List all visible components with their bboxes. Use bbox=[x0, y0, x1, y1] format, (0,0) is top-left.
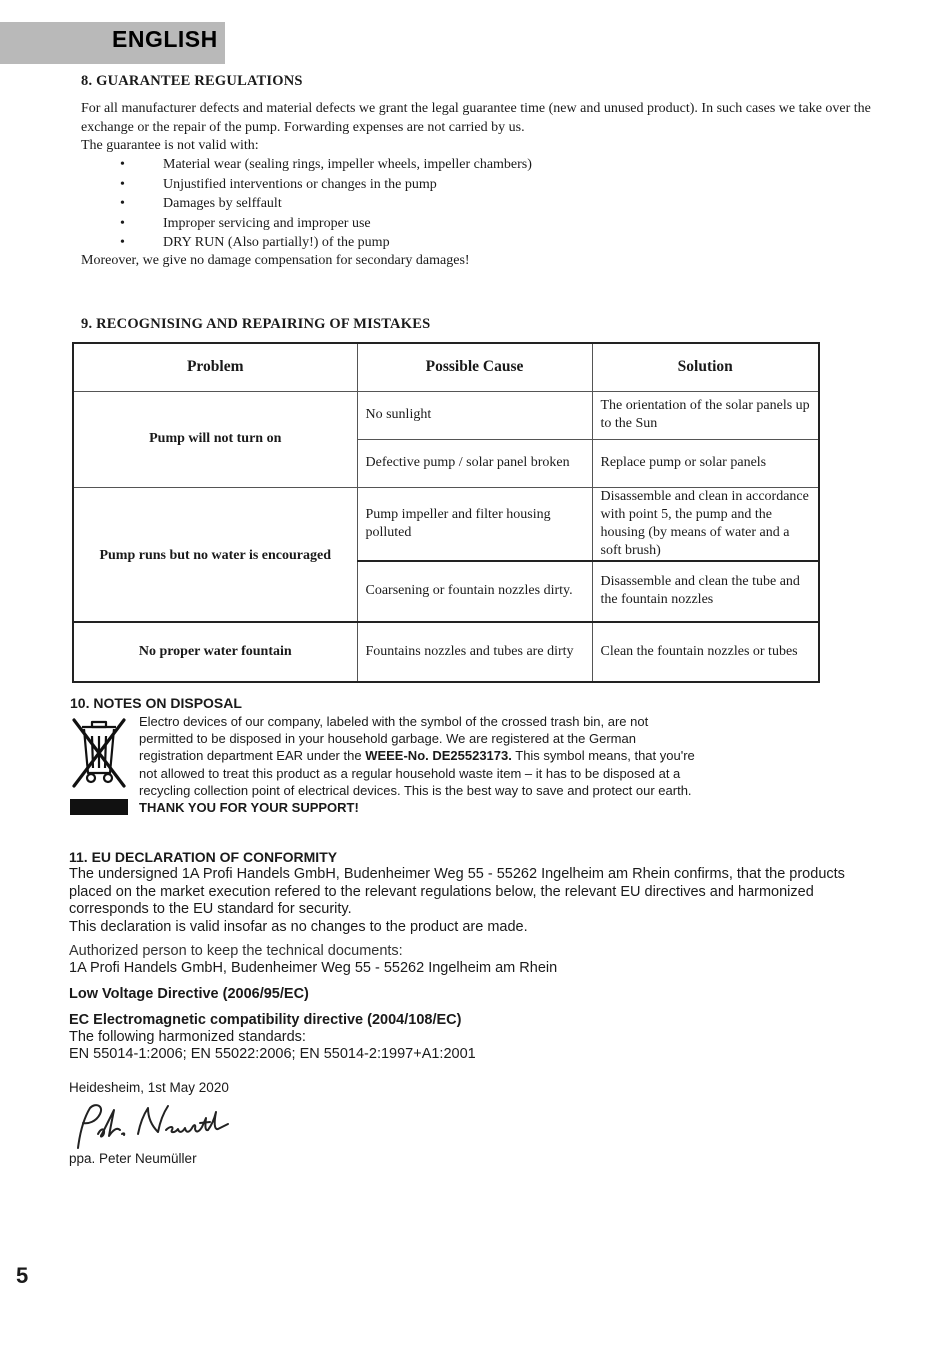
solution-cell: Disassemble and clean the tube and the fountain nozzles bbox=[592, 561, 819, 622]
cause-cell: Fountains nozzles and tubes are dirty bbox=[357, 622, 592, 682]
cause-cell: Coarsening or fountain nozzles dirty. bbox=[357, 561, 592, 622]
page-number: 5 bbox=[16, 1263, 29, 1288]
authorized-person-value: 1A Profi Handels GmbH, Budenheimer Weg 55 - 55262 Ingelheim am Rhein bbox=[69, 960, 558, 976]
place-and-date: Heidesheim, 1st May 2020 bbox=[69, 1080, 229, 1095]
low-voltage-directive: Low Voltage Directive (2006/95/EC) bbox=[69, 986, 309, 1002]
signatory-name: ppa. Peter Neumüller bbox=[69, 1151, 197, 1166]
language-label: ENGLISH bbox=[112, 26, 218, 52]
solution-cell: Clean the fountain nozzles or tubes bbox=[592, 622, 819, 682]
guarantee-not-valid-label: The guarantee is not valid with: bbox=[81, 138, 259, 153]
declaration-text: The undersigned 1A Profi Handels GmbH, Budenheimer Weg 55 - 55262 Ingelheim am Rhein confirms, that the products placed on the market execution refered to the relevant regulations below, the relevant EU directives and harmonized corresponds to the EU standard for security. bbox=[69, 866, 845, 917]
table-row bbox=[73, 391, 819, 439]
disposal-thanks: THANK YOU FOR YOUR SUPPORT! bbox=[139, 800, 359, 816]
problem-cell: No proper water fountain bbox=[73, 622, 357, 682]
problem-cell: Pump will not turn on bbox=[73, 391, 357, 487]
section-8-title: 8. GUARANTEE REGULATIONS bbox=[81, 73, 303, 89]
section-10-title: 10. NOTES ON DISPOSAL bbox=[70, 695, 242, 711]
troubleshooting-table bbox=[72, 342, 820, 683]
table-header-row bbox=[73, 343, 819, 391]
list-item: • Material wear (sealing rings, impeller wheels, impeller chambers) bbox=[120, 155, 532, 175]
list-item: • Improper servicing and improper use bbox=[120, 214, 532, 234]
cause-cell: Pump impeller and filter housing polluted bbox=[357, 487, 592, 561]
list-item: • Damages by selffault bbox=[120, 194, 532, 214]
declaration-body bbox=[69, 866, 869, 936]
column-header-problem: Problem bbox=[73, 343, 357, 391]
list-item: • DRY RUN (Also partially!) of the pump bbox=[120, 233, 532, 253]
cause-cell: No sunlight bbox=[357, 391, 592, 439]
section-8-intro bbox=[81, 100, 881, 156]
guarantee-exclusion-list bbox=[120, 155, 532, 253]
crossed-out-wheelie-bin-icon bbox=[70, 716, 128, 790]
column-header-cause: Possible Cause bbox=[357, 343, 592, 391]
solution-cell: Disassemble and clean in accordance with point 5, the pump and the housing (by means of water and a soft brush) bbox=[592, 487, 819, 561]
disposal-notes-text bbox=[139, 713, 699, 816]
standards-label: The following harmonized standards: bbox=[69, 1029, 306, 1045]
weee-number: WEEE-No. DE25523173. bbox=[365, 748, 512, 764]
table-row bbox=[73, 487, 819, 561]
guarantee-intro-text: For all manufacturer defects and material defects we grant the legal guarantee time (new and unused product). In such cases we take over the exchange or the repair of the pump. Forwarding expenses are not carried by us. bbox=[81, 101, 871, 135]
guarantee-outro: Moreover, we give no damage compensation for secondary damages! bbox=[81, 253, 470, 268]
problem-cell: Pump runs but no water is encouraged bbox=[73, 487, 357, 622]
emc-directive: EC Electromagnetic compatibility directive (2004/108/EC) bbox=[69, 1012, 462, 1028]
weee-marking-bar bbox=[70, 799, 128, 815]
handwritten-signature bbox=[68, 1100, 233, 1156]
list-item: • Unjustified interventions or changes in the pump bbox=[120, 175, 532, 195]
section-11-title: 11. EU DECLARATION OF CONFORMITY bbox=[69, 849, 338, 865]
declaration-validity: This declaration is valid insofar as no changes to the product are made. bbox=[69, 918, 528, 935]
section-9-title: 9. RECOGNISING AND REPAIRING OF MISTAKES bbox=[81, 316, 431, 332]
disposal-text-part1: Electro devices of our company, labeled with the symbol of the crossed trash bin, are not permitted to be disposed in your household garbage. We are registered at the German registration department EAR under the bbox=[139, 714, 649, 764]
standards-list: EN 55014-1:2006; EN 55022:2006; EN 55014-2:1997+A1:2001 bbox=[69, 1046, 476, 1062]
disposal-text-part2: This symbol means, that you're not allowed to treat this product as a regular household waste item – it has to be disposed at a recycling collection point of electrical devices. This is the best way to save and protect our earth. bbox=[139, 748, 695, 798]
solution-cell: The orientation of the solar panels up to the Sun bbox=[592, 391, 819, 439]
authorized-person-label: Authorized person to keep the technical documents: bbox=[69, 943, 403, 959]
cause-cell: Defective pump / solar panel broken bbox=[357, 439, 592, 487]
table-row bbox=[73, 622, 819, 682]
column-header-solution: Solution bbox=[592, 343, 819, 391]
solution-cell: Replace pump or solar panels bbox=[592, 439, 819, 487]
